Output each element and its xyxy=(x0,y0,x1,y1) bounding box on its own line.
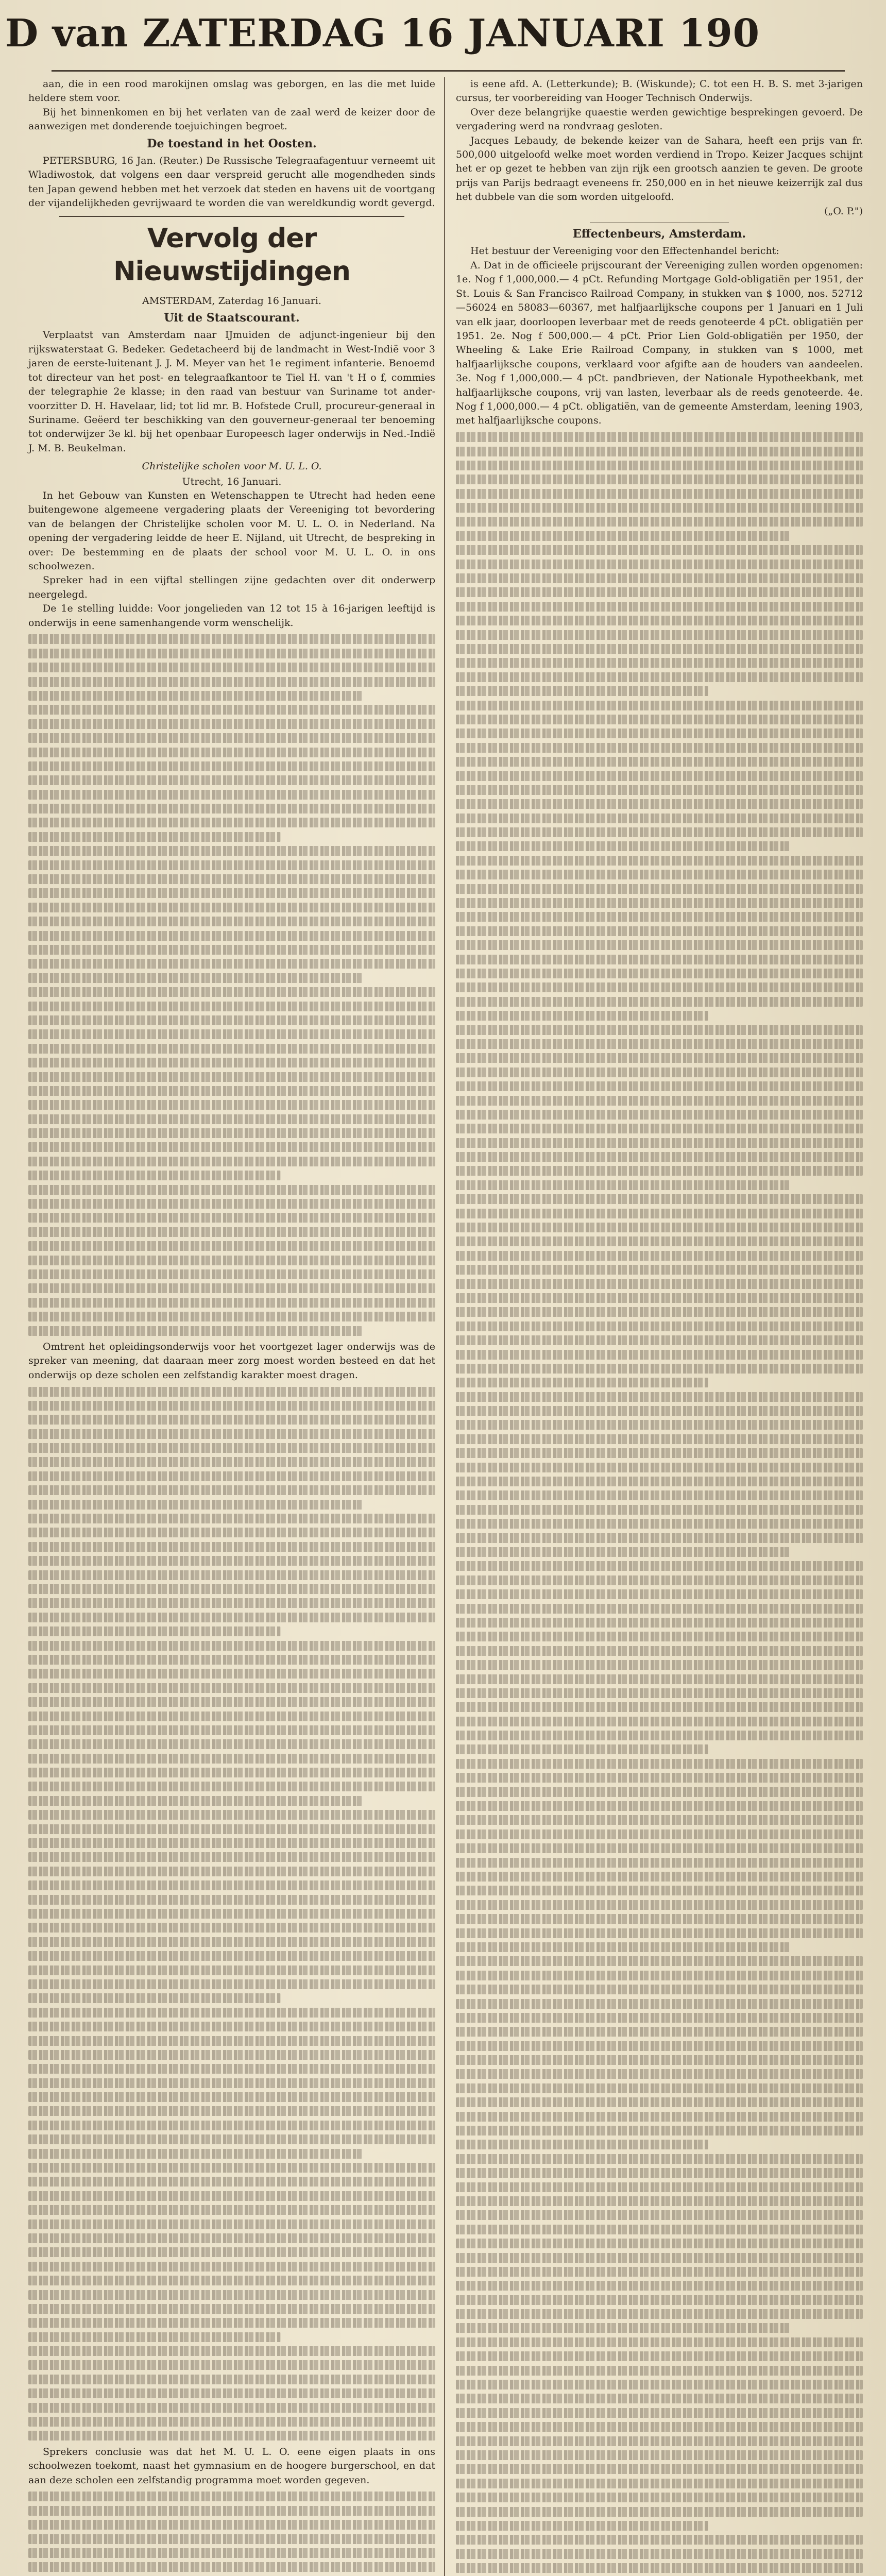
paragraph: is eene afd. A. (Letterkunde); B. (Wiskunde); C. tot een H. B. S. met 3-jarigen cursus, ter voorbereiding van Hooger Technisch Onderwijs. xyxy=(456,78,863,104)
paragraph: PETERSBURG, 16 Jan. (Reuter.) De Russische Telegraafagentuur verneemt uit Wladiwostok, dat volgens een daar verspreid gerucht alle mogendheden sinds ten Japan gewend hebben met het verzoek dat steden en havens uit de voortgang der vijandelijkheden gevrijwaard te worden die van wereldkundig wordt gevergd. xyxy=(28,155,435,209)
paragraph: aan, die in een rood marokijnen omslag was geborgen, en las die met luide heldere stem voor. xyxy=(28,78,435,104)
masthead-rule xyxy=(52,70,845,72)
column-left xyxy=(28,77,435,2576)
illegible-text-block xyxy=(28,634,435,1335)
paragraph: Over deze belangrijke quaestie werden gewichtige besprekingen gevoerd. De vergadering werd na rondvraag gesloten. xyxy=(456,106,863,132)
dateline: AMSTERDAM, Zaterdag 16 Januari. xyxy=(142,295,321,307)
paragraph: Het bestuur der Vereeniging voor den Effectenhandel bericht: xyxy=(470,245,779,257)
paragraph: De 1e stelling luidde: Voor jongelieden van 12 tot 15 à 16-jarigen leeftijd is onderwijs in eene samenhangende vorm wenschelijk. xyxy=(28,603,435,629)
heading-oosten: De toestand in het Oosten. xyxy=(147,137,317,150)
source-signature: („O. P.") xyxy=(824,205,863,217)
masthead-title: D van ZATERDAG 16 JANUARI 190 xyxy=(5,11,760,56)
section-rule xyxy=(59,216,404,217)
paragraph: Spreker had in een vijftal stellingen zijne gedachten over dit onderwerp neergelegd. xyxy=(28,574,435,600)
paragraph: Verplaatst van Amsterdam naar IJmuiden de adjunct-ingenieur bij den rijkswaterstaat G. Bedeker. Gedetacheerd bij de landmacht in West-Indië voor 3 jaren de eerste-luitenant J. J. M. Meyer van het 1e regiment infanterie. Benoemd tot directeur van het post- en telegraafkantoor te Tiel H. van 't H o f, commies der telegraphie 2e klasse; in den raad van bestuur van Suriname tot ander-voorzitter D. H. Havelaar, lid; tot lid mr. B. Hofstede Crull, procureur-generaal in Suriname. Geëerd ter beschikking van den gouverneur-generaal ter benoeming tot onderwijzer 3e kl. bij het openbaar Europeesch lager onderwijs in Ned.-Indië J. M. B. Beukelman. xyxy=(28,329,435,454)
masthead xyxy=(0,0,886,77)
paragraph: Sprekers conclusie was dat het M. U. L. O. eene eigen plaats in ons schoolwezen toekomt, naast het gymnasium en de hoogere burgerschool, en dat aan deze scholen een zelfstandig programma moet worden gegeven. xyxy=(28,2446,435,2486)
column-divider xyxy=(444,77,445,2576)
illegible-text-block xyxy=(456,432,863,2576)
paragraph: Omtrent het opleidingsonderwijs voor het voortgezet lager onderwijs was de spreker van meening, dat daaraan meer zorg moest worden besteed en dat het onderwijs op deze scholen een zelfstandig karakter moest dragen. xyxy=(28,1341,435,1381)
paragraph: Jacques Lebaudy, de bekende keizer van de Sahara, heeft een prijs van fr. 500,000 uitgeloofd welke moet worden verdiend in Tropo. Keizer Jacques schijnt het er op gezet te hebben van zijn rijk een grootsch aanzien te geven. De groote prijs van Parijs bedraagt eveneens fr. 250,000 en in het nieuwe keizerrijk zal dus het dubbele van die som worden uitgeloofd. xyxy=(456,134,863,203)
dateline-utrecht: Utrecht, 16 Januari. xyxy=(182,476,282,487)
illegible-text-block xyxy=(28,2492,435,2576)
paragraph: A. Dat in de officieele prijscourant der Vereeniging zullen worden opgenomen: 1e. Nog f 1,000,000.— 4 pCt. Refunding Mortgage Gold-obligatiën per 1951, der St. Louis & San Francisco Railroad Company, in stukken van $ 1000, nos. 52712—56024 en 58083—60367, met halfjaarlijksche coupons per 1 Januari en 1 Juli van elk jaar, doorloopen leverbaar met de reeds genoteerde 4 pCt. obligatiën per 1951. 2e. Nog f 500,000.— 4 pCt. Prior Lien Gold-obligatiën per 1950, der Wheeling & Lake Erie Railroad Company, in stukken van $ 1000, met halfjaarlijksche coupons, verklaard voor afgifte aan de houders van aandeelen. 3e. Nog f 1,000,000.— 4 pCt. pandbrieven, der Nationale Hypotheekbank, met halfjaarlijksche coupons, vrij van lasten, leverbaar als de reeds genoteerde. 4e. Nog f 1,000,000.— 4 pCt. obligatiën, van de gemeente Amsterdam, leening 1903, met halfjaarlijksche coupons. xyxy=(456,259,863,427)
heading-staatscourant: Uit de Staatscourant. xyxy=(164,311,300,325)
subheading-mulo: Christelijke scholen voor M. U. L. O. xyxy=(142,461,322,472)
heading-effecten: Effectenbeurs, Amsterdam. xyxy=(572,227,746,241)
column-right xyxy=(456,77,863,2576)
section-title: Vervolg der Nieuwstijdingen xyxy=(113,223,350,287)
paragraph: In het Gebouw van Kunsten en Wetenschappen te Utrecht had heden eene buitengewone algemeene vergadering plaats der Vereeniging tot bevordering van de belangen der Christelijke scholen voor M. U. L. O. in Nederland. Na opening der vergadering leidde de heer E. Nijland, uit Utrecht, de bespreking in over: De bestemming en de plaats der school voor M. U. L. O. in ons schoolwezen. xyxy=(28,489,435,572)
paragraph: Bij het binnenkomen en bij het verlaten van de zaal werd de keizer door de aanwezigen met donderende toejuichingen begroet. xyxy=(28,106,435,132)
illegible-text-block xyxy=(28,1387,435,2441)
left-margin-scrap xyxy=(4,77,25,2576)
